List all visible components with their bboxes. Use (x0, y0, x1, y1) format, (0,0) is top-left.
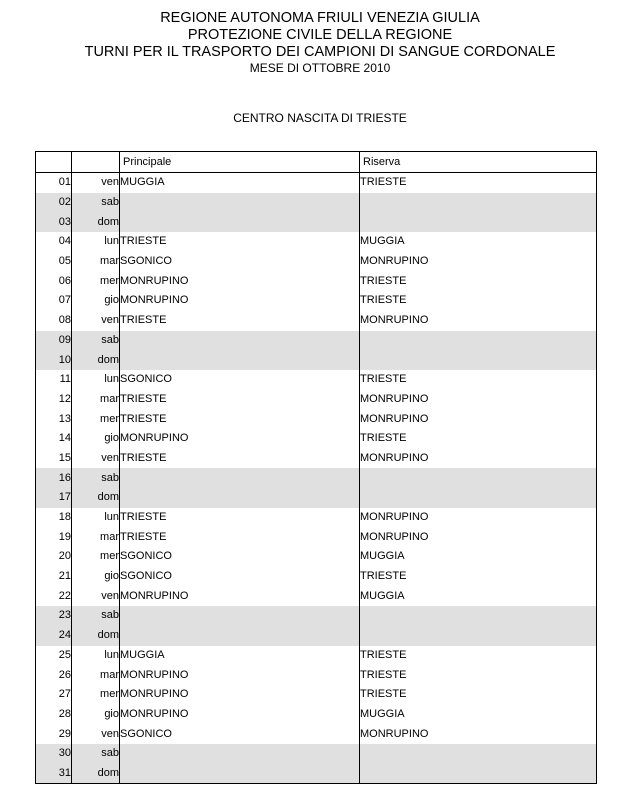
riserva-cell (360, 744, 597, 764)
riserva-cell: MONRUPINO (360, 311, 597, 331)
riserva-cell: TRIESTE (360, 429, 597, 449)
principale-cell: TRIESTE (120, 311, 360, 331)
schedule-table (35, 151, 597, 784)
weekday-cell: dom (72, 626, 120, 646)
principale-cell (120, 744, 360, 764)
weekday-cell: lun (72, 232, 120, 252)
day-number-cell: 10 (36, 350, 72, 370)
weekday-cell: gio (72, 429, 120, 449)
table-row (36, 429, 597, 449)
weekday-cell: mer (72, 271, 120, 291)
table-row (36, 311, 597, 331)
principale-cell (120, 626, 360, 646)
table-row (36, 508, 597, 528)
day-number-cell: 23 (36, 606, 72, 626)
table-row (36, 370, 597, 390)
weekday-cell: lun (72, 646, 120, 666)
weekday-cell: sab (72, 193, 120, 213)
riserva-cell (360, 626, 597, 646)
riserva-cell (360, 212, 597, 232)
weekday-cell: lun (72, 508, 120, 528)
day-number-cell: 09 (36, 331, 72, 351)
header-month: MESE DI OTTOBRE 2010 (249, 61, 391, 75)
weekday-cell: gio (72, 291, 120, 311)
table-row (36, 193, 597, 213)
principale-cell: TRIESTE (120, 508, 360, 528)
day-number-cell: 19 (36, 527, 72, 547)
column-header-weekday (72, 152, 120, 173)
day-number-cell: 25 (36, 646, 72, 666)
riserva-cell: TRIESTE (360, 271, 597, 291)
riserva-cell (360, 488, 597, 508)
riserva-cell: MUGGIA (360, 705, 597, 725)
column-header-riserva: Riserva (360, 152, 597, 173)
weekday-cell: sab (72, 744, 120, 764)
header-department: PROTEZIONE CIVILE DELLA REGIONE (187, 27, 453, 43)
riserva-cell: MONRUPINO (360, 252, 597, 272)
table-row (36, 468, 597, 488)
principale-cell (120, 350, 360, 370)
riserva-cell: TRIESTE (360, 567, 597, 587)
table-row (36, 606, 597, 626)
weekday-cell: gio (72, 567, 120, 587)
principale-cell: MONRUPINO (120, 586, 360, 606)
principale-cell (120, 331, 360, 351)
weekday-cell: dom (72, 488, 120, 508)
day-number-cell: 27 (36, 685, 72, 705)
table-row (36, 527, 597, 547)
day-number-cell: 22 (36, 586, 72, 606)
table-row (36, 449, 597, 469)
day-number-cell: 29 (36, 724, 72, 744)
weekday-cell: sab (72, 606, 120, 626)
table-row (36, 724, 597, 744)
riserva-cell (360, 468, 597, 488)
principale-cell: MONRUPINO (120, 291, 360, 311)
principale-cell: MONRUPINO (120, 705, 360, 725)
principale-cell: MUGGIA (120, 646, 360, 666)
table-row (36, 409, 597, 429)
document-header (0, 10, 640, 76)
principale-cell: MONRUPINO (120, 685, 360, 705)
principale-cell: SGONICO (120, 547, 360, 567)
table-row (36, 252, 597, 272)
day-number-cell: 31 (36, 764, 72, 784)
riserva-cell (360, 331, 597, 351)
principale-cell: MUGGIA (120, 173, 360, 193)
riserva-cell: TRIESTE (360, 291, 597, 311)
table-row (36, 271, 597, 291)
riserva-cell: TRIESTE (360, 646, 597, 666)
day-number-cell: 26 (36, 665, 72, 685)
table-row (36, 291, 597, 311)
weekday-cell: dom (72, 764, 120, 784)
table-row (36, 665, 597, 685)
weekday-cell: mar (72, 252, 120, 272)
table-row (36, 764, 597, 784)
table-row (36, 390, 597, 410)
weekday-cell: ven (72, 311, 120, 331)
table-row (36, 567, 597, 587)
day-number-cell: 16 (36, 468, 72, 488)
table-row (36, 232, 597, 252)
riserva-cell (360, 193, 597, 213)
day-number-cell: 05 (36, 252, 72, 272)
table-row (36, 173, 597, 193)
day-number-cell: 01 (36, 173, 72, 193)
day-number-cell: 06 (36, 271, 72, 291)
principale-cell: MONRUPINO (120, 271, 360, 291)
principale-cell (120, 606, 360, 626)
day-number-cell: 11 (36, 370, 72, 390)
day-number-cell: 02 (36, 193, 72, 213)
weekday-cell: mar (72, 527, 120, 547)
day-number-cell: 04 (36, 232, 72, 252)
riserva-cell: TRIESTE (360, 665, 597, 685)
weekday-cell: mar (72, 390, 120, 410)
day-number-cell: 12 (36, 390, 72, 410)
day-number-cell: 20 (36, 547, 72, 567)
center-title: CENTRO NASCITA DI TRIESTE (233, 111, 407, 125)
riserva-cell: TRIESTE (360, 685, 597, 705)
day-number-cell: 24 (36, 626, 72, 646)
day-number-cell: 07 (36, 291, 72, 311)
weekday-cell: mar (72, 665, 120, 685)
table-row (36, 350, 597, 370)
riserva-cell (360, 764, 597, 784)
column-header-principale: Principale (120, 152, 360, 173)
table-row (36, 488, 597, 508)
day-number-cell: 03 (36, 212, 72, 232)
table-header-row (36, 152, 597, 173)
day-number-cell: 13 (36, 409, 72, 429)
table-row (36, 744, 597, 764)
day-number-cell: 30 (36, 744, 72, 764)
riserva-cell (360, 350, 597, 370)
principale-cell: TRIESTE (120, 449, 360, 469)
riserva-cell: TRIESTE (360, 370, 597, 390)
weekday-cell: sab (72, 468, 120, 488)
weekday-cell: mer (72, 685, 120, 705)
weekday-cell: mer (72, 547, 120, 567)
riserva-cell: MONRUPINO (360, 390, 597, 410)
table-row (36, 331, 597, 351)
principale-cell (120, 488, 360, 508)
table-row (36, 586, 597, 606)
weekday-cell: ven (72, 449, 120, 469)
day-number-cell: 08 (36, 311, 72, 331)
riserva-cell (360, 606, 597, 626)
riserva-cell: MONRUPINO (360, 409, 597, 429)
weekday-cell: mer (72, 409, 120, 429)
principale-cell: TRIESTE (120, 527, 360, 547)
principale-cell (120, 193, 360, 213)
principale-cell: MONRUPINO (120, 665, 360, 685)
day-number-cell: 14 (36, 429, 72, 449)
weekday-cell: gio (72, 705, 120, 725)
principale-cell: TRIESTE (120, 390, 360, 410)
weekday-cell: ven (72, 173, 120, 193)
day-number-cell: 17 (36, 488, 72, 508)
weekday-cell: ven (72, 586, 120, 606)
table-row (36, 685, 597, 705)
principale-cell: SGONICO (120, 724, 360, 744)
weekday-cell: lun (72, 370, 120, 390)
principale-cell: TRIESTE (120, 409, 360, 429)
weekday-cell: dom (72, 350, 120, 370)
principale-cell: SGONICO (120, 252, 360, 272)
riserva-cell: MUGGIA (360, 586, 597, 606)
table-row (36, 626, 597, 646)
weekday-cell: sab (72, 331, 120, 351)
riserva-cell: MONRUPINO (360, 527, 597, 547)
header-region: REGIONE AUTONOMA FRIULI VENEZIA GIULIA (160, 10, 480, 26)
principale-cell (120, 468, 360, 488)
riserva-cell: MONRUPINO (360, 724, 597, 744)
header-title: TURNI PER IL TRASPORTO DEI CAMPIONI DI SANGUE CORDONALE (84, 44, 556, 60)
table-row (36, 705, 597, 725)
column-header-day-number (36, 152, 72, 173)
riserva-cell: MUGGIA (360, 547, 597, 567)
day-number-cell: 21 (36, 567, 72, 587)
principale-cell: MONRUPINO (120, 429, 360, 449)
riserva-cell: MONRUPINO (360, 508, 597, 528)
day-number-cell: 28 (36, 705, 72, 725)
riserva-cell: MONRUPINO (360, 449, 597, 469)
riserva-cell: TRIESTE (360, 173, 597, 193)
riserva-cell: MUGGIA (360, 232, 597, 252)
weekday-cell: dom (72, 212, 120, 232)
principale-cell (120, 764, 360, 784)
table-row (36, 212, 597, 232)
weekday-cell: ven (72, 724, 120, 744)
principale-cell (120, 212, 360, 232)
table-row (36, 646, 597, 666)
day-number-cell: 18 (36, 508, 72, 528)
table-row (36, 547, 597, 567)
principale-cell: SGONICO (120, 370, 360, 390)
principale-cell: SGONICO (120, 567, 360, 587)
day-number-cell: 15 (36, 449, 72, 469)
principale-cell: TRIESTE (120, 232, 360, 252)
